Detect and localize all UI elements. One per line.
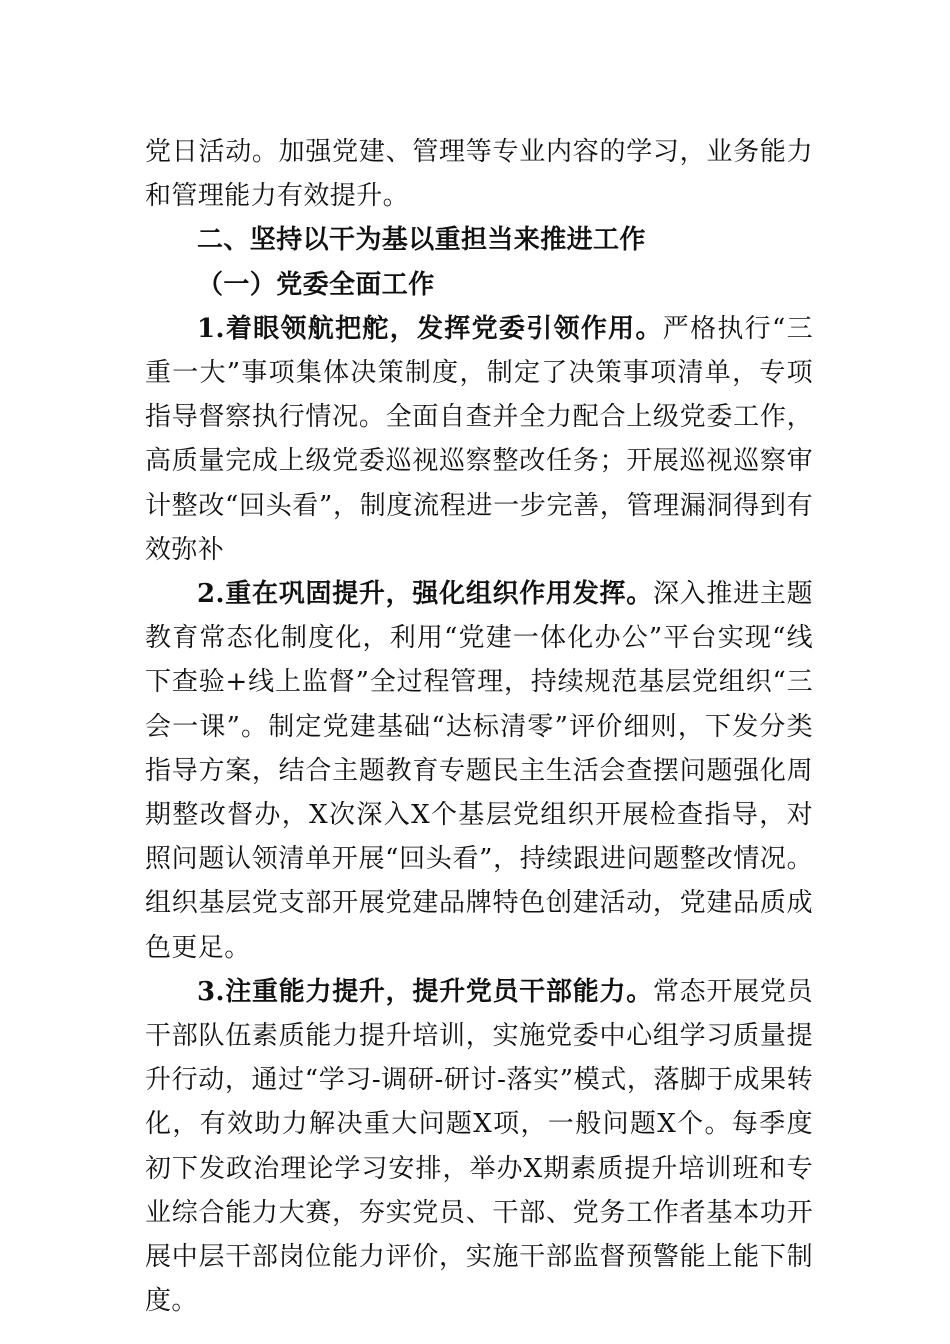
item-paragraph-3 <box>145 970 813 1324</box>
item-text-3: 常态开展党员干部队伍素质能力提升培训，实施党委中心组学习质量提升行动，通过“学习-调研-研讨-落实”模式，落脚于成果转化，有效助力解决重大问题X项，一般问题X个。每季度初下发政治理论学习安排，举办X期素质提升培训班和专业综合能力大赛，夯实党员、干部、党务工作者基本功开展中层干部岗位能力评价，实施干部监督预警能上能下制度。 <box>145 976 814 1317</box>
section-heading: 二、坚持以干为基以重担当来推进工作 <box>197 225 646 256</box>
item-lead-2: 2.重在巩固提升，强化组织作用发挥。 <box>197 579 653 610</box>
item-paragraph-1 <box>145 307 813 572</box>
item-paragraph-2 <box>145 572 813 970</box>
item-lead-1: 1.着眼领航把舵，发挥党委引领作用。 <box>197 313 663 344</box>
document-body <box>145 130 813 1323</box>
item-lead-3: 3.注重能力提升，提升党员干部能力。 <box>197 976 653 1007</box>
continuation-paragraph: 党日活动。加强党建、管理等专业内容的学习，业务能力和管理能力有效提升。 <box>145 137 813 212</box>
item-text-2: 深入推进主题教育常态化制度化，利用“党建一体化办公”平台实现“线下查验+线上监督”全过程管理，持续规范基层党组织“三会一课”。制定党建基础“达标清零”评价细则，下发分类指导方案，结合主题教育专题民主生活会查摆问题强化周期整改督办，X次深入X个基层党组织开展检查指导，对照问题认领清单开展“回头看”，持续跟进问题整改情况。组织基层党支部开展党建品牌特色创建活动，党建品质成色更足。 <box>145 579 814 963</box>
subsection-heading: （一）党委全面工作 <box>197 269 435 300</box>
item-text-1: 严格执行“三重一大”事项集体决策制度，制定了决策事项清单，专项指导督察执行情况。全面自查并全力配合上级党委工作，高质量完成上级党委巡视巡察整改任务；开展巡视巡察审计整改“回头看”，制度流程进一步完善，管理漏洞得到有效弥补 <box>145 313 813 565</box>
